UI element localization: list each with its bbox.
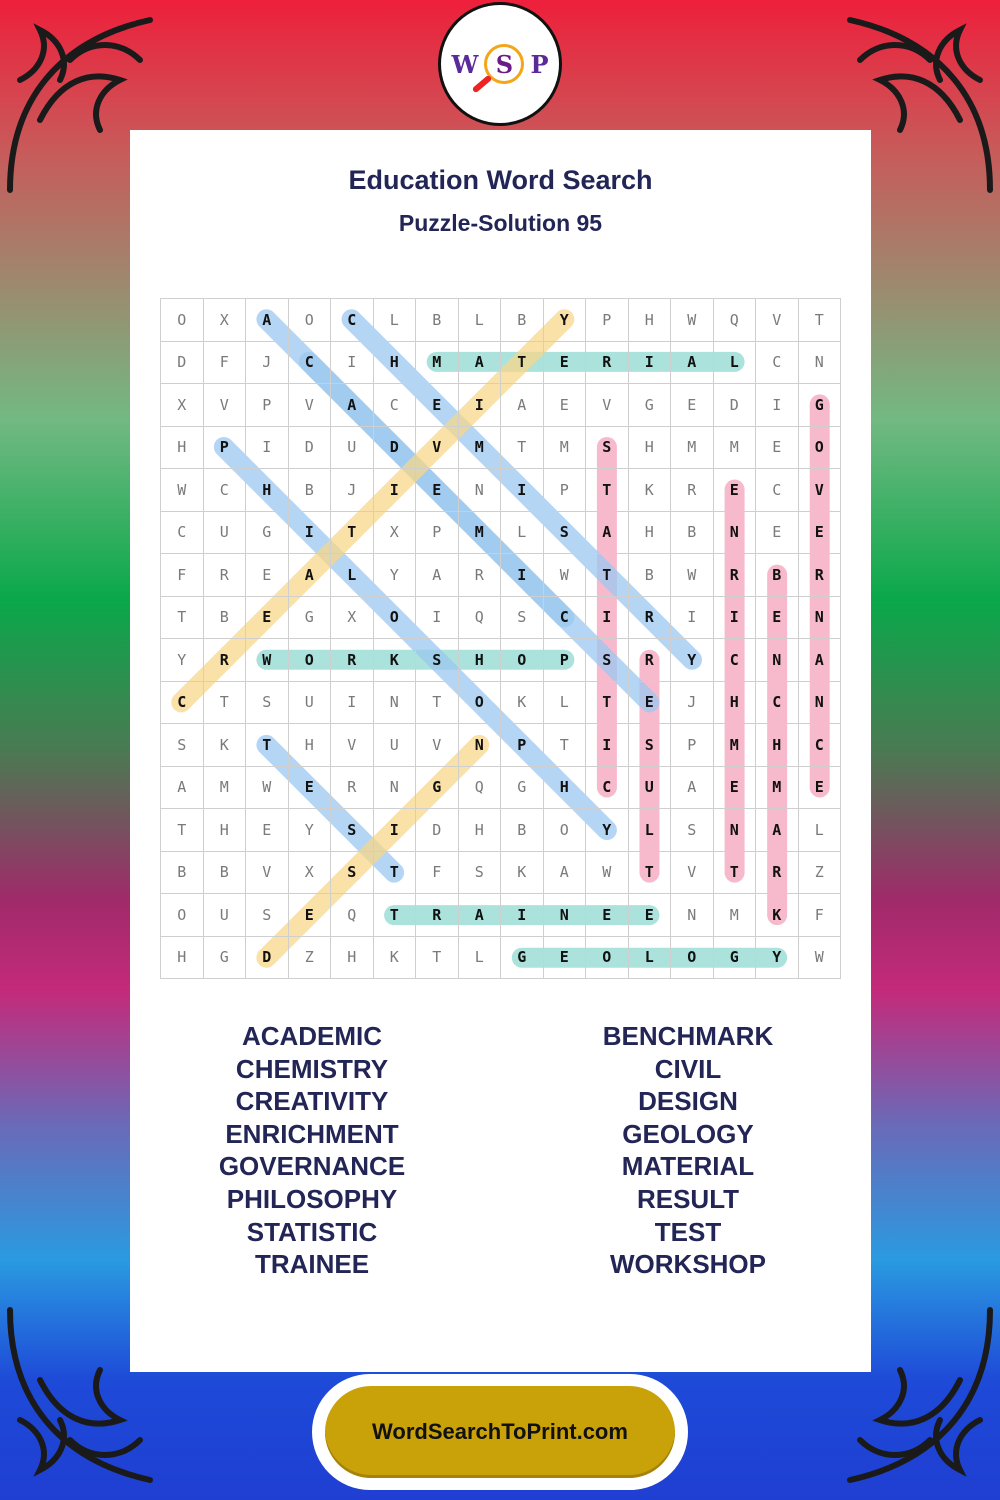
logo-letter-p: P [530,49,549,79]
grid-cell[interactable]: G [246,512,289,555]
grid-cell[interactable]: V [671,852,714,895]
grid-cell[interactable]: H [161,937,204,980]
grid-cell[interactable]: I [586,597,629,640]
grid-cell[interactable]: M [756,767,799,810]
puzzle-subtitle: Puzzle-Solution 95 [398,210,603,236]
grid-cell[interactable]: O [671,937,714,980]
grid-cell[interactable]: G [501,767,544,810]
grid-cell[interactable]: R [629,597,672,640]
grid-cell[interactable]: O [161,299,204,342]
grid-cell[interactable]: Y [756,937,799,980]
grid-cell[interactable]: C [544,597,587,640]
grid-cell[interactable]: U [374,724,417,767]
grid-cell[interactable]: E [756,512,799,555]
grid-cell[interactable]: S [501,597,544,640]
grid-cell[interactable]: I [289,512,332,555]
grid-cell[interactable]: T [416,937,459,980]
grid-cell[interactable]: V [799,469,842,512]
word-list-item: GOVERNANCE [218,1151,406,1182]
grid-cell[interactable]: G [501,937,544,980]
grid-cell[interactable]: T [374,894,417,937]
grid-cell[interactable]: L [799,809,842,852]
grid-cell[interactable]: L [544,682,587,725]
grid-cell[interactable]: N [799,597,842,640]
grid-cell[interactable]: E [544,384,587,427]
grid-cell[interactable]: I [331,682,374,725]
grid-cell[interactable]: E [289,894,332,937]
grid-cell[interactable]: G [416,767,459,810]
grid-cell[interactable]: R [204,639,247,682]
grid-cell[interactable]: V [416,427,459,470]
grid-cell[interactable]: W [671,554,714,597]
grid-cell[interactable]: I [501,469,544,512]
grid-cell[interactable]: O [586,937,629,980]
grid-cell[interactable]: W [586,852,629,895]
grid-cell[interactable]: V [586,384,629,427]
grid-cell[interactable]: B [629,554,672,597]
grid-cell[interactable]: I [756,384,799,427]
grid-cell[interactable]: S [629,724,672,767]
grid-cell[interactable]: R [331,767,374,810]
grid-cell[interactable]: F [416,852,459,895]
grid-cell[interactable]: G [204,937,247,980]
grid-cell[interactable]: M [459,512,502,555]
grid-cell[interactable]: C [161,682,204,725]
word-list-item: RESULT [636,1183,740,1214]
grid-cell[interactable]: U [289,682,332,725]
grid-cell[interactable]: I [501,554,544,597]
grid-cell[interactable]: E [799,767,842,810]
grid-cell[interactable]: T [246,724,289,767]
grid-cell[interactable]: C [204,469,247,512]
grid-cell[interactable]: Y [374,554,417,597]
grid-cell[interactable]: O [799,427,842,470]
grid-cell[interactable]: M [416,342,459,385]
grid-cell[interactable]: W [544,554,587,597]
grid-cell[interactable]: H [714,682,757,725]
grid-cell[interactable]: R [671,469,714,512]
grid-cell[interactable]: B [161,852,204,895]
grid-cell[interactable]: G [289,597,332,640]
grid-cell[interactable]: A [289,554,332,597]
grid-cell[interactable]: Q [714,299,757,342]
grid-cell[interactable]: Z [799,852,842,895]
grid-cell[interactable]: H [374,342,417,385]
grid-cell[interactable]: D [416,809,459,852]
grid-cell[interactable]: N [374,767,417,810]
grid-cell[interactable]: L [331,554,374,597]
grid-cell[interactable]: E [714,469,757,512]
grid-cell[interactable]: S [331,852,374,895]
grid-cell[interactable]: R [331,639,374,682]
grid-cell[interactable]: C [756,682,799,725]
grid-cell[interactable]: P [246,384,289,427]
grid-cell[interactable]: F [799,894,842,937]
grid-cell[interactable]: L [501,512,544,555]
grid-cell[interactable]: N [756,639,799,682]
grid-cell[interactable]: H [289,724,332,767]
grid-cell[interactable]: W [161,469,204,512]
grid-cell[interactable]: A [544,852,587,895]
grid-cell[interactable]: S [331,809,374,852]
grid-cell[interactable]: R [586,342,629,385]
grid-cell[interactable]: K [204,724,247,767]
grid-cell[interactable]: W [246,639,289,682]
grid-cell[interactable]: L [459,299,502,342]
grid-cell[interactable]: T [501,427,544,470]
grid-cell[interactable]: R [459,554,502,597]
grid-cell[interactable]: E [416,469,459,512]
grid-cell[interactable]: T [544,724,587,767]
puzzle-title: Education Word Search [348,165,653,195]
grid-cell[interactable]: I [671,597,714,640]
word-list-item: WORKSHOP [610,1249,766,1280]
grid-cell[interactable]: P [544,639,587,682]
grid-cell[interactable]: B [501,809,544,852]
website-link-button[interactable]: WordSearchToPrint.com [325,1386,675,1478]
grid-cell[interactable]: K [756,894,799,937]
grid-cell[interactable]: V [246,852,289,895]
grid-cell[interactable]: R [799,554,842,597]
grid-cell[interactable]: N [799,342,842,385]
grid-cell[interactable]: O [501,639,544,682]
grid-cell[interactable]: K [374,937,417,980]
grid-cell[interactable]: A [799,639,842,682]
grid-cell[interactable]: T [374,852,417,895]
grid-cell[interactable]: C [799,724,842,767]
grid-cell[interactable]: F [161,554,204,597]
grid-cell[interactable]: N [544,894,587,937]
grid-cell[interactable]: H [756,724,799,767]
grid-cell[interactable]: E [416,384,459,427]
grid-cell[interactable]: E [756,597,799,640]
grid-cell[interactable]: E [799,512,842,555]
grid-cell[interactable]: J [246,342,289,385]
grid-cell[interactable]: B [416,299,459,342]
grid-cell[interactable]: I [714,597,757,640]
grid-cell[interactable]: T [161,809,204,852]
grid-cell[interactable]: C [586,767,629,810]
grid-cell[interactable]: R [204,554,247,597]
grid-cell[interactable]: O [459,682,502,725]
grid-cell[interactable]: F [204,342,247,385]
grid-cell[interactable]: S [544,512,587,555]
grid-cell[interactable]: S [161,724,204,767]
word-list-item: STATISTIC [246,1216,378,1247]
grid-cell[interactable]: G [629,384,672,427]
grid-cell[interactable]: Y [289,809,332,852]
grid-cell[interactable]: E [544,937,587,980]
grid-cell[interactable]: M [714,427,757,470]
grid-cell[interactable]: E [629,682,672,725]
grid-cell[interactable]: K [374,639,417,682]
grid-cell[interactable]: T [714,852,757,895]
grid-cell[interactable]: P [544,469,587,512]
grid-cell[interactable]: C [331,299,374,342]
grid-cell[interactable]: U [331,427,374,470]
grid-cell[interactable]: I [246,427,289,470]
grid-cell[interactable]: N [459,724,502,767]
word-list-item: CIVIL [654,1053,722,1084]
grid-cell[interactable]: N [714,809,757,852]
grid-cell[interactable]: G [714,937,757,980]
grid-cell[interactable]: V [416,724,459,767]
grid-cell[interactable]: N [671,894,714,937]
grid-cell[interactable]: A [501,384,544,427]
word-list-item: CHEMISTRY [235,1053,389,1084]
word-list-item: ENRICHMENT [225,1118,399,1149]
grid-cell[interactable]: O [374,597,417,640]
grid-cell[interactable]: O [289,299,332,342]
grid-cell[interactable]: A [416,554,459,597]
grid-cell[interactable]: Y [586,809,629,852]
grid-cell[interactable]: S [246,682,289,725]
word-list-item: CREATIVITY [235,1086,389,1117]
grid-cell[interactable]: C [756,342,799,385]
site-logo[interactable] [438,2,562,126]
grid-cell[interactable]: B [501,299,544,342]
grid-cell[interactable]: S [416,639,459,682]
grid-cell[interactable]: A [331,384,374,427]
grid-cell[interactable]: U [204,894,247,937]
grid-cell[interactable]: A [459,894,502,937]
grid-cell[interactable]: J [671,682,714,725]
grid-cell[interactable]: P [416,512,459,555]
grid-cell[interactable]: B [204,597,247,640]
grid-cell[interactable]: Y [671,639,714,682]
grid-cell[interactable]: E [544,342,587,385]
grid-cell[interactable]: I [374,809,417,852]
grid-cell[interactable]: T [586,469,629,512]
grid-cell[interactable]: O [161,894,204,937]
grid-cell[interactable]: T [161,597,204,640]
grid-cell[interactable]: R [714,554,757,597]
grid-cell[interactable]: M [714,894,757,937]
grid-cell[interactable]: O [544,809,587,852]
grid-cell[interactable]: V [204,384,247,427]
word-list-item: TEST [654,1216,722,1247]
grid-cell[interactable]: D [374,427,417,470]
grid-cell[interactable]: H [629,299,672,342]
grid-cell[interactable]: X [331,597,374,640]
grid-cell[interactable]: M [459,427,502,470]
grid-cell[interactable]: D [289,427,332,470]
grid-cell[interactable]: Q [331,894,374,937]
grid-cell[interactable]: E [671,384,714,427]
grid-cell[interactable]: N [799,682,842,725]
grid-cell[interactable]: T [586,682,629,725]
grid-cell[interactable]: P [204,427,247,470]
logo-letter-s: S [495,49,514,79]
grid-cell[interactable]: I [331,342,374,385]
grid-cell[interactable]: M [671,427,714,470]
word-list-item: GEOLOGY [622,1118,754,1149]
grid-cell[interactable]: H [246,469,289,512]
grid-cell[interactable]: P [586,299,629,342]
grid-cell[interactable]: O [289,639,332,682]
grid-cell[interactable]: D [161,342,204,385]
word-list-item: ACADEMIC [241,1021,383,1051]
grid-cell[interactable]: L [629,937,672,980]
grid-cell[interactable]: V [756,299,799,342]
grid-cell[interactable]: T [799,299,842,342]
logo-letter-w: W [451,49,479,79]
grid-cell[interactable]: V [289,384,332,427]
grid-cell[interactable]: L [374,299,417,342]
grid-cell[interactable]: B [756,554,799,597]
grid-cell[interactable]: H [161,427,204,470]
grid-cell[interactable]: U [204,512,247,555]
grid-cell[interactable]: T [416,682,459,725]
grid-cell[interactable]: U [629,767,672,810]
grid-cell[interactable]: M [714,724,757,767]
grid-cell[interactable]: Q [459,597,502,640]
grid-cell[interactable]: T [586,554,629,597]
grid-cell[interactable]: I [374,469,417,512]
grid-cell[interactable]: E [289,767,332,810]
grid-cell[interactable]: X [204,299,247,342]
word-list-item: MATERIAL [621,1151,755,1182]
grid-cell[interactable]: R [416,894,459,937]
grid-cell[interactable]: H [544,767,587,810]
grid-cell[interactable]: T [331,512,374,555]
grid-cell[interactable]: A [246,299,289,342]
grid-cell[interactable]: L [459,937,502,980]
grid-cell[interactable]: T [501,342,544,385]
grid-cell[interactable]: H [459,639,502,682]
grid-cell[interactable]: H [629,512,672,555]
grid-cell[interactable]: N [374,682,417,725]
word-search-grid [160,298,841,979]
grid-cell[interactable]: Y [161,639,204,682]
grid-cell[interactable]: H [629,427,672,470]
grid-cell[interactable]: A [459,342,502,385]
grid-cell[interactable]: V [331,724,374,767]
grid-cell[interactable]: E [629,894,672,937]
word-list-item: DESIGN [638,1086,738,1117]
grid-cell[interactable]: X [289,852,332,895]
grid-cell[interactable]: W [671,299,714,342]
grid-cell[interactable]: J [331,469,374,512]
grid-cell[interactable]: N [459,469,502,512]
grid-cell[interactable]: B [671,512,714,555]
grid-cell[interactable]: A [671,342,714,385]
grid-cell[interactable]: E [714,767,757,810]
grid-cell[interactable]: C [714,639,757,682]
grid-cell[interactable]: C [374,384,417,427]
grid-cell[interactable]: I [459,384,502,427]
grid-cell[interactable]: S [459,852,502,895]
grid-cell[interactable]: I [629,342,672,385]
grid-cell[interactable]: B [204,852,247,895]
grid-cell[interactable]: A [671,767,714,810]
grid-cell[interactable]: Z [289,937,332,980]
word-list-item: TRAINEE [254,1249,370,1280]
word-list-right [498,1020,878,1281]
word-list-left [122,1020,502,1281]
grid-cell[interactable]: H [204,809,247,852]
grid-cell[interactable]: R [756,852,799,895]
grid-cell[interactable]: N [714,512,757,555]
grid-cell[interactable]: E [756,427,799,470]
grid-cell[interactable]: H [459,809,502,852]
grid-cell[interactable]: E [246,597,289,640]
grid-cell[interactable]: M [544,427,587,470]
grid-cell[interactable]: K [501,852,544,895]
grid-cell[interactable]: C [161,512,204,555]
grid-cell[interactable]: X [161,384,204,427]
grid-cell[interactable]: P [501,724,544,767]
grid-cell[interactable]: P [671,724,714,767]
grid-cell[interactable]: D [246,937,289,980]
grid-cell[interactable]: G [799,384,842,427]
grid-cell[interactable]: S [586,639,629,682]
grid-cell[interactable]: W [799,937,842,980]
grid-cell[interactable]: C [289,342,332,385]
grid-cell[interactable]: Y [544,299,587,342]
grid-cell[interactable]: H [331,937,374,980]
grid-cell[interactable]: E [246,554,289,597]
word-list-item: PHILOSOPHY [226,1183,398,1214]
grid-cell[interactable]: T [629,852,672,895]
grid-cell[interactable]: A [756,809,799,852]
magnifier-icon [484,44,524,84]
grid-cell[interactable]: D [714,384,757,427]
grid-cell[interactable]: L [714,342,757,385]
grid-cell[interactable]: X [374,512,417,555]
word-list-item: BENCHMARK [602,1021,774,1051]
grid-cell[interactable]: B [289,469,332,512]
grid-cell[interactable]: R [629,639,672,682]
grid-cell[interactable]: E [246,809,289,852]
grid-cell[interactable]: C [756,469,799,512]
grid-cell[interactable]: K [629,469,672,512]
grid-cell[interactable]: I [586,724,629,767]
grid-cell[interactable]: S [246,894,289,937]
grid-cell[interactable]: T [204,682,247,725]
grid-cell[interactable]: Q [459,767,502,810]
grid-cell[interactable]: I [416,597,459,640]
grid-cell[interactable]: S [586,427,629,470]
grid-cell[interactable]: A [586,512,629,555]
grid-cell[interactable]: S [671,809,714,852]
grid-cell[interactable]: M [204,767,247,810]
grid-cell[interactable]: I [501,894,544,937]
grid-cell[interactable]: K [501,682,544,725]
grid-cell[interactable]: L [629,809,672,852]
grid-cell[interactable]: W [246,767,289,810]
grid-cell[interactable]: E [586,894,629,937]
grid-cell[interactable]: A [161,767,204,810]
